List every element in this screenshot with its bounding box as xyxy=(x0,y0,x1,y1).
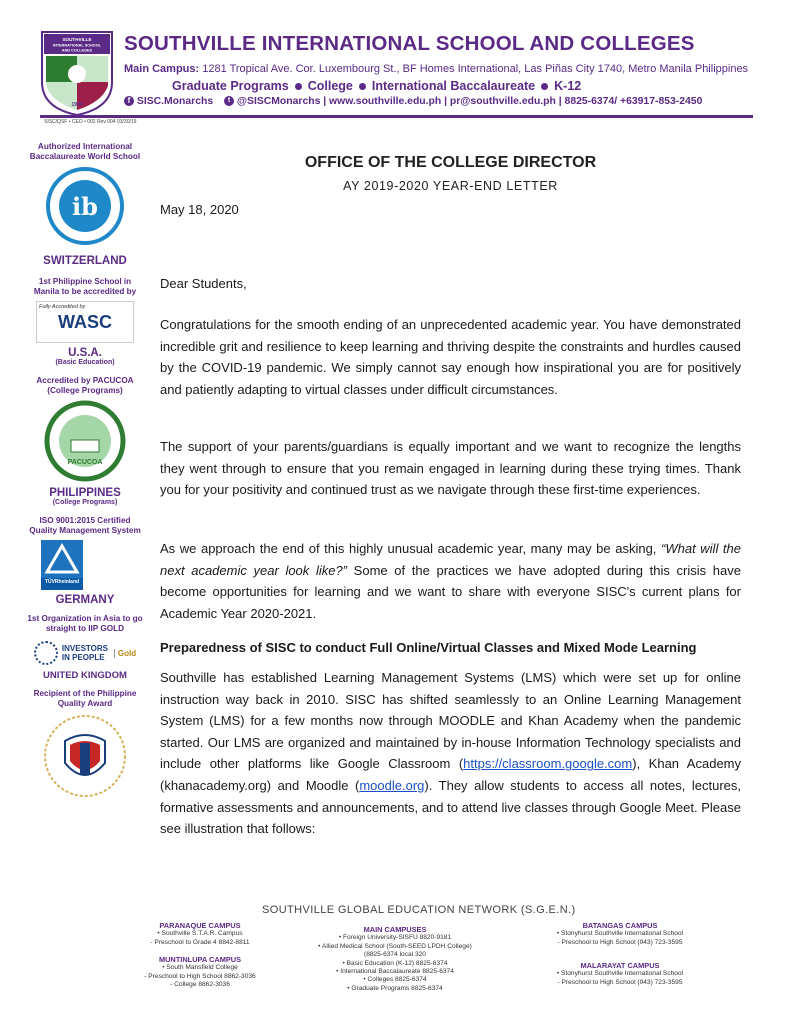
pacucoa-name: PACUCOA xyxy=(67,459,103,466)
letter-date: May 18, 2020 xyxy=(160,202,239,217)
iip-name: INVESTORS IN PEOPLE xyxy=(61,644,108,662)
program-graduate: Graduate Programs xyxy=(172,79,289,93)
paranaque-campus xyxy=(135,922,265,947)
pacucoa-seal-icon xyxy=(44,400,126,482)
office-title: OFFICE OF THE COLLEGE DIRECTOR xyxy=(304,154,597,171)
contact-line xyxy=(124,96,702,107)
batangas-line-1: • Stonyhurst Southville International School xyxy=(556,930,684,938)
batangas-line-2: - Preschool to High School (043) 723-3595 xyxy=(557,938,683,946)
program-ib: International Baccalaureate xyxy=(371,79,536,93)
philippine-quality-award-icon xyxy=(42,713,128,799)
iip-gold: Gold xyxy=(114,649,136,658)
salutation: Dear Students, xyxy=(160,276,247,291)
wasc-small-caption: Fully Accredited by xyxy=(39,304,86,310)
wasc-logo xyxy=(36,301,134,343)
muntinlupa-line-2: - Preschool to High School 8862-3036 xyxy=(144,972,256,980)
tuv-name: TÜVRheinland xyxy=(44,579,80,585)
main-campuses xyxy=(305,926,485,993)
campus-address xyxy=(124,63,748,75)
paranaque-line-1: • Southville S.T.A.R. Campus xyxy=(157,930,243,938)
paragraph-4-text-a: Southville has established Learning Management Systems (LMS) which were set up for online instruction way back in 2010. SISC has shifted seamlessly to an Online Learning Management System (LMS) for a few months now through MOODLE and Khan Academy when the pandemic started. Our LMS are organized and maintained by in-house Information Technology specialists and include other platforms like Google Classroom ( xyxy=(160,670,741,772)
letter-subtitle: AY 2019-2020 YEAR-END LETTER xyxy=(343,179,558,193)
paragraph-1: Congratulations for the smooth ending of an unprecedented academic year. You have demonstrated incredible grit and resilience to keep learning and thriving despite the constraints and hurdles caused by the COVID-19 pandemic. We simply cannot say enough how inspirational you are for positively and patiently adapting to virtual classes under difficult circumstances. xyxy=(160,317,741,397)
wasc-country: U.S.A. xyxy=(68,347,102,359)
muntinlupa-campus xyxy=(135,956,265,990)
main-line-5: • International Baccalaureate 8825-6374 xyxy=(336,968,454,976)
accreditation-sidebar xyxy=(26,142,144,804)
wasc-name: WASC xyxy=(58,312,112,332)
tuv-certified-logo xyxy=(35,540,135,590)
paragraph-3 xyxy=(160,538,741,624)
program-list xyxy=(124,79,581,93)
paragraph-3-quote: “What will the next academic year look like?” xyxy=(160,541,741,578)
batangas-campus xyxy=(535,922,705,947)
main-line-2: • Allied Medical School (South-SEED LPDH College) xyxy=(318,942,472,950)
paragraph-4-text-b: ), Khan Academy (khanacademy.org) and Moodle ( xyxy=(160,756,742,793)
main-line-4: • Basic Education (K-12) 8825-6374 xyxy=(342,959,448,967)
paragraph-3-text-b: Some of the practices we have adopted during this crisis have become opportunities for learning and we want to share with everyone SISC's current plans for Academic Year 2020-2021. xyxy=(160,562,742,621)
muntinlupa-line-1: • South Mansfield College xyxy=(162,964,238,972)
wasc-note: (Basic Education) xyxy=(55,359,115,366)
wasc-caption: 1st Philippine School in Manila to be accredited by xyxy=(33,277,137,296)
paranaque-title: PARANAQUE CAMPUS xyxy=(159,921,241,930)
logo-line-1: SOUTHVILLE xyxy=(62,37,92,42)
program-k12: K-12 xyxy=(554,79,582,93)
iso-caption: ISO 9001:2015 Certified Quality Management System xyxy=(29,516,141,535)
logo-line-3: AND COLLEGES xyxy=(61,48,93,53)
pacucoa-country: PHILIPPINES xyxy=(49,487,121,499)
ib-caption: Authorized International Baccalaureate World School xyxy=(29,142,141,161)
malarayat-campus xyxy=(535,962,705,987)
muntinlupa-line-3: - College 8862-3036 xyxy=(170,981,230,989)
footer-network xyxy=(0,900,791,1020)
twitter-icon: t xyxy=(224,96,234,106)
bullet-icon xyxy=(359,83,366,90)
logo-line-2: INTERNATIONAL SCHOOL xyxy=(53,43,101,48)
main-line-7: • Graduate Programs 8825-6374 xyxy=(347,984,443,992)
batangas-title: BATANGAS CAMPUS xyxy=(582,921,658,930)
google-classroom-link[interactable]: https://classroom.google.com xyxy=(463,756,633,772)
malarayat-line-2: - Preschool to High School (043) 723-3595 xyxy=(557,978,683,986)
iso-country: GERMANY xyxy=(55,594,115,606)
pqa-caption: Recipient of the Philippine Quality Award xyxy=(33,689,137,708)
pacucoa-caption: Accredited by PACUCOA (College Programs) xyxy=(36,376,134,395)
document-code: SISC/QSF • CEO • 002 Rev 004 03/30/19 xyxy=(44,119,137,125)
campus-address-text: 1281 Tropical Ave. Cor. Luxembourg St., BF Homes International, Las Piñas City 1740, Metro Manila Philippines xyxy=(202,63,749,75)
malarayat-line-1: • Stonyhurst Southville International School xyxy=(556,970,684,978)
network-title: SOUTHVILLE GLOBAL EDUCATION NETWORK (S.G.E.N.) xyxy=(262,904,576,916)
main-line-1: • Foreign University-SISFU 8820-9181 xyxy=(338,934,452,942)
main-title: MAIN CAMPUSES xyxy=(363,925,427,934)
program-college: College xyxy=(307,79,353,93)
pacucoa-note: (College Programs) xyxy=(52,499,118,506)
malarayat-title: MALARAYAT CAMPUS xyxy=(580,961,660,970)
facebook-icon: f xyxy=(124,96,134,106)
paranaque-line-2: - Preschool to Grade 4 8842-8811 xyxy=(150,938,250,946)
bullet-icon xyxy=(541,83,548,90)
header-divider xyxy=(40,115,753,118)
main-line-6: • Colleges 8825-6374 xyxy=(363,976,427,984)
paragraph-3-text-a: As we approach the end of this highly unusual academic year, many may be asking, xyxy=(160,541,662,556)
paragraph-4-text-c: ). They allow students to access all notes, lectures, formative assessments and announcements, and to attend live classes through Google Meet. Please see illustration that follows: xyxy=(160,777,742,837)
letterhead xyxy=(40,22,755,122)
ib-world-school-icon xyxy=(45,166,125,246)
ib-country: SWITZERLAND xyxy=(43,255,127,267)
logo-year: 1990 xyxy=(71,102,83,108)
twitter-handle[interactable]: @SISCMonarchs xyxy=(236,96,321,107)
main-line-3: (8825-6374 local 320 xyxy=(364,951,426,959)
section-heading: Preparedness of SISC to conduct Full Online/Virtual Classes and Mixed Mode Learning xyxy=(160,640,697,655)
campus-label: Main Campus: xyxy=(124,63,200,75)
moodle-link[interactable]: moodle.org xyxy=(359,777,425,793)
muntinlupa-title: MUNTINLUPA CAMPUS xyxy=(158,955,242,964)
laurel-icon xyxy=(34,641,58,665)
contact-details: | www.southville.edu.ph | pr@southville.edu.ph | 8825-6374/ +63917-853-2450 xyxy=(323,96,703,107)
school-name: SOUTHVILLE INTERNATIONAL SCHOOL AND COLLEGES xyxy=(124,32,695,55)
paragraph-2: The support of your parents/guardians is equally important and we want to recognize the lengths they went through to ensure that you remain engaged in learning during these trying times. Thank you for your positivity and continued trust as we navigate through these first-time experiences. xyxy=(160,439,741,498)
svg-text:ib: ib xyxy=(72,192,98,221)
iip-logo xyxy=(31,638,139,668)
iip-caption: 1st Organization in Asia to go straight to IIP GOLD xyxy=(27,614,143,633)
facebook-handle[interactable]: SISC.Monarchs xyxy=(136,96,214,107)
iip-country: UNITED KINGDOM xyxy=(43,670,127,681)
school-crest-logo xyxy=(40,30,114,116)
bullet-icon xyxy=(295,83,302,90)
paragraph-4 xyxy=(160,667,741,840)
